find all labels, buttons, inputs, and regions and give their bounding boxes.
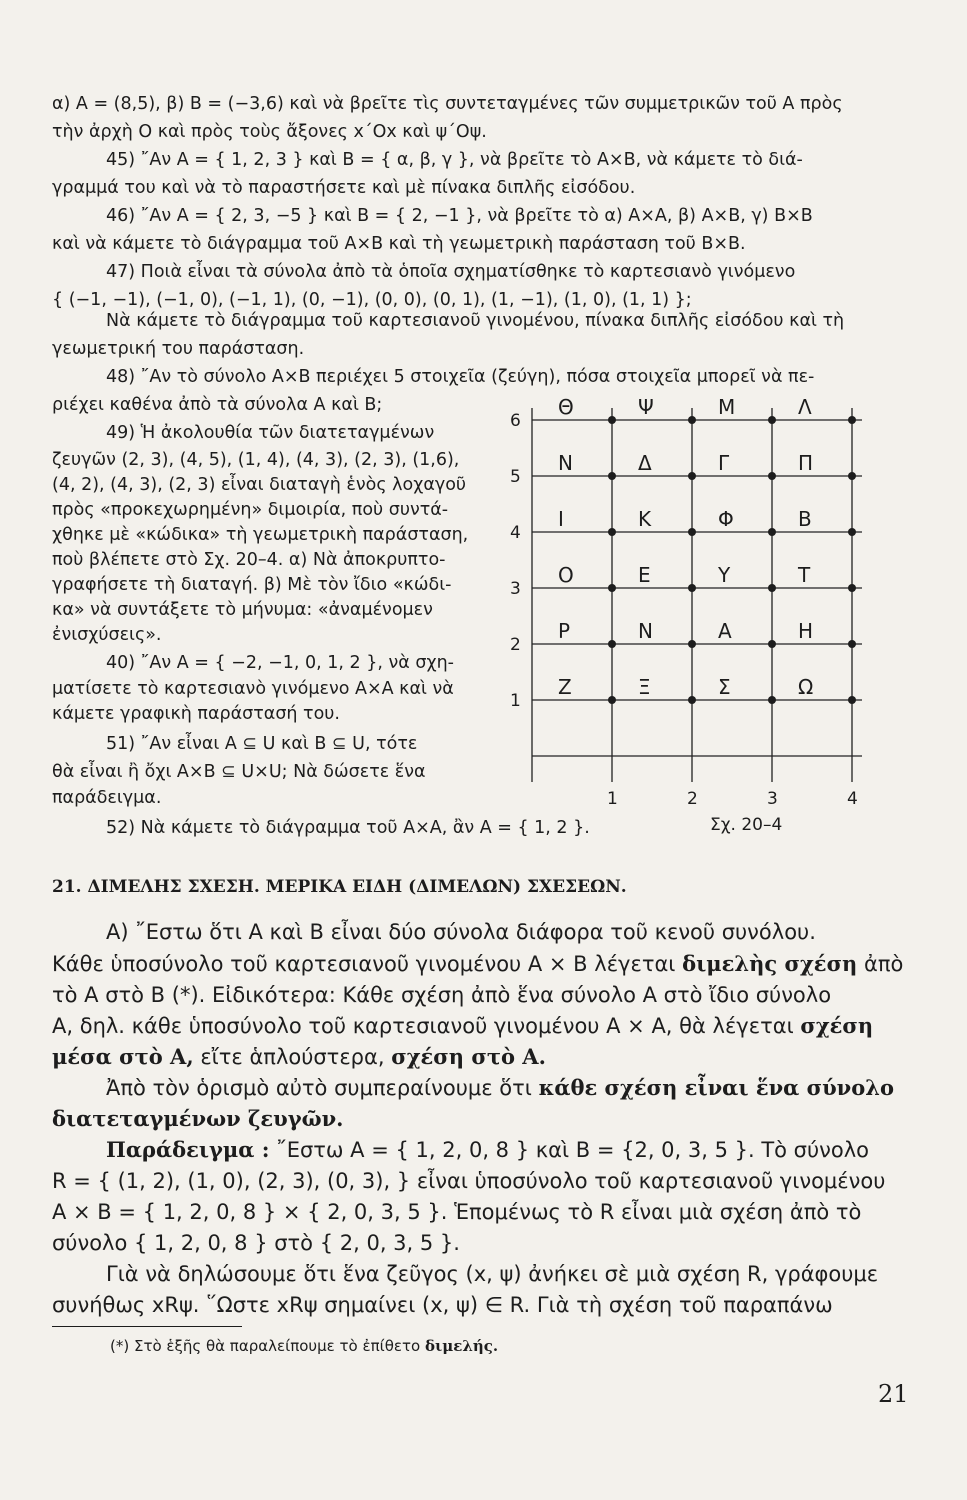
grid-point	[848, 416, 856, 424]
grid-point	[848, 584, 856, 592]
exercise-text-line: θὰ εἶναι ἢ ὄχι A×B ⊆ U×U; Νὰ δώσετε ἕνα	[52, 762, 426, 782]
grid-point	[688, 696, 696, 704]
exercise-text-line: χθηκε μὲ «κώδικα» τὴ γεωμετρικὴ παράσταση,	[52, 525, 469, 545]
grid-letter: Ο	[558, 563, 574, 587]
grid-point	[768, 472, 776, 480]
exercise-51-line: 51) ῎Αν εἶναι A ⊆ U καὶ B ⊆ U, τότε	[106, 734, 418, 754]
figure-caption: Σχ. 20–4	[710, 815, 783, 835]
grid-letter: Α	[718, 619, 732, 643]
y-tick-label: 1	[510, 691, 521, 711]
grid-point	[688, 584, 696, 592]
y-tick-label: 3	[510, 579, 521, 599]
exercise-52-line: 52) Νὰ κάμετε τὸ διάγραμμα τοῦ A×A, ἂν A = { 1, 2 }.	[106, 818, 590, 838]
grid-point	[768, 696, 776, 704]
exercise-text-line: κάμετε γραφικὴ παράστασή του.	[52, 704, 340, 724]
grid-letter: Ξ	[638, 675, 651, 699]
footnote-rule	[52, 1326, 242, 1327]
exercise-text-line: Νὰ κάμετε τὸ διάγραμμα τοῦ καρτεσιανοῦ γινομένου, πίνακα διπλῆς εἰσόδου καὶ τὴ	[106, 311, 845, 331]
y-tick-label: 5	[510, 467, 521, 487]
exercise-text-line: κα» νὰ συντάξετε τὸ μήνυμα: «ἀναμένομεν	[52, 600, 433, 620]
grid-letter: Θ	[558, 395, 574, 419]
body-line: σύνολο { 1, 2, 0, 8 } στὸ { 2, 0, 3, 5 }.	[52, 1231, 460, 1255]
body-line	[52, 1104, 343, 1134]
body-text: εἴτε ἁπλούστερα,	[200, 1045, 385, 1069]
exercise-text-line: (4, 2), (4, 3), (2, 3) εἶναι διαταγὴ ἑνὸς λοχαγοῦ	[52, 475, 467, 495]
body-text: ἀπὸ	[864, 952, 904, 976]
x-tick-label: 1	[607, 789, 618, 809]
grid-point	[768, 584, 776, 592]
exercise-text-line: ζευγῶν (2, 3), (4, 5), (1, 4), (4, 3), (2, 3), (1,6),	[52, 450, 460, 470]
body-text: A, δηλ. κάθε ὑποσύνολο τοῦ καρτεσιανοῦ γινομένου A × A, θὰ λέγεται	[52, 1014, 794, 1038]
body-line: A) ῎Εστω ὅτι A καὶ B εἶναι δύο σύνολα διάφορα τοῦ κενοῦ συνόλου.	[106, 920, 816, 944]
grid-point	[768, 640, 776, 648]
bold-term: διμελὴς σχέση	[682, 951, 858, 976]
coordinate-grid-figure	[500, 395, 870, 835]
grid-point	[688, 528, 696, 536]
exercise-text-line: { (−1, −1), (−1, 0), (−1, 1), (0, −1), (0, 0), (0, 1), (1, −1), (1, 0), (1, 1) };	[52, 290, 692, 310]
grid-letter: Η	[798, 619, 814, 643]
body-line: συνήθως xRψ. ῞Ωστε xRψ σημαίνει (x, ψ) ∈ R. Γιὰ τὴ σχέση τοῦ παραπάνω	[52, 1293, 833, 1317]
exercise-text-line: ποὺ βλέπετε στὸ Σχ. 20–4. α) Νὰ ἀποκρυπτο-	[52, 550, 446, 570]
grid-letter: Ρ	[558, 619, 571, 643]
bold-term: σχέση	[800, 1013, 874, 1038]
x-tick-label: 2	[687, 789, 698, 809]
grid-point	[608, 696, 616, 704]
exercise-text-line: ματίσετε τὸ καρτεσιανὸ γινόμενο A×A καὶ νὰ	[52, 679, 454, 699]
grid-letter: Ζ	[558, 675, 572, 699]
body-line	[52, 1042, 546, 1072]
body-line	[106, 1135, 869, 1165]
grid-point	[608, 472, 616, 480]
x-tick-label: 4	[847, 789, 858, 809]
grid-letter: Δ	[638, 451, 652, 475]
footnote-bold: διμελής.	[424, 1337, 499, 1355]
grid-letter: Π	[798, 451, 814, 475]
y-tick-label: 4	[510, 523, 521, 543]
grid-point	[688, 640, 696, 648]
bold-term: διατεταγμένων ζευγῶν.	[52, 1106, 344, 1131]
grid-letter: Υ	[718, 563, 731, 587]
grid-point	[688, 472, 696, 480]
exercise-46-line: 46) ῎Αν A = { 2, 3, −5 } καὶ B = { 2, −1 }, νὰ βρεῖτε τὸ α) A×A, β) A×B, γ) B×B	[106, 206, 813, 226]
exercise-47-line: 47) Ποιὰ εἶναι τὰ σύνολα ἀπὸ τὰ ὁποῖα σχηματίσθηκε τὸ καρτεσιανὸ γινόμενο	[106, 262, 796, 282]
grid-letter: Μ	[718, 395, 736, 419]
grid-point	[688, 416, 696, 424]
body-text: Κάθε ὑποσύνολο τοῦ καρτεσιανοῦ γινομένου A × B λέγεται	[52, 952, 676, 976]
body-text: ῎Εστω A = { 1, 2, 0, 8 } καὶ B = {2, 0, 3, 5 }. Τὸ σύνολο	[276, 1138, 870, 1162]
body-line: τὸ A στὸ B (*). Εἰδικότερα: Κάθε σχέση ἀπὸ ἕνα σύνολο A στὸ ἴδιο σύνολο	[52, 983, 832, 1007]
body-line: R = { (1, 2), (1, 0), (2, 3), (0, 3), } εἶναι ὑποσύνολο τοῦ καρτεσιανοῦ γινομένου	[52, 1169, 886, 1193]
exercise-text-line: γεωμετρική του παράσταση.	[52, 339, 305, 359]
grid-point	[608, 584, 616, 592]
grid-letter: Σ	[718, 675, 731, 699]
grid-letter: Ν	[638, 619, 653, 643]
y-tick-label: 6	[510, 411, 521, 431]
grid-letter: Τ	[798, 563, 811, 587]
grid-letter: Κ	[638, 507, 652, 531]
grid-letter: Λ	[798, 395, 812, 419]
grid-point	[848, 528, 856, 536]
bold-term: σχέση στὸ A.	[391, 1044, 546, 1069]
grid-point	[768, 416, 776, 424]
grid-point	[608, 640, 616, 648]
bold-term: κάθε σχέση εἶναι ἕνα σύνολο	[538, 1075, 894, 1100]
bold-term: μέσα στὸ A,	[52, 1044, 194, 1069]
body-line: Γιὰ νὰ δηλώσουμε ὅτι ἕνα ζεῦγος (x, ψ) ἀνήκει σὲ μιὰ σχέση R, γράφουμε	[106, 1262, 879, 1286]
body-line	[106, 1073, 894, 1103]
grid-letter: Ι	[558, 507, 564, 531]
body-line	[52, 1011, 873, 1041]
example-label: Παράδειγμα :	[106, 1137, 270, 1162]
grid-letter: Ω	[798, 675, 814, 699]
grid-point	[768, 528, 776, 536]
exercise-text-line: πρὸς «προκεχωρημένη» διμοιρία, ποὺ συντά-	[52, 500, 449, 520]
grid-letter: Ν	[558, 451, 573, 475]
footnote-text: (*) Στὸ ἑξῆς θὰ παραλείπουμε τὸ ἐπίθετο	[110, 1337, 421, 1355]
body-line	[52, 949, 903, 979]
section-heading: 21. ΔΙΜΕΛΗΣ ΣΧΕΣΗ. ΜΕΡΙΚΑ ΕΙΔΗ (ΔΙΜΕΛΩΝ) ΣΧΕΣΕΩΝ.	[52, 877, 627, 897]
body-text: Ἀπὸ τὸν ὁρισμὸ αὐτὸ συμπεραίνουμε ὅτι	[106, 1076, 532, 1100]
exercise-text-line: παράδειγμα.	[52, 788, 162, 808]
exercise-45-line: 45) ῎Αν A = { 1, 2, 3 } καὶ B = { α, β, γ }, νὰ βρεῖτε τὸ A×B, νὰ κάμετε τὸ διά-	[106, 150, 803, 170]
exercise-text-line: τὴν ἀρχὴ O καὶ πρὸς τοὺς ἄξονες x΄Ox καὶ ψ΄Oψ.	[52, 122, 487, 142]
exercise-text-line: ριέχει καθένα ἀπὸ τὰ σύνολα A καὶ B;	[52, 395, 383, 415]
grid-letter: Γ	[718, 451, 730, 475]
exercise-40-line: 40) ῎Αν A = { −2, −1, 0, 1, 2 }, νὰ σχη-	[106, 653, 454, 673]
exercise-text-line: γραφήσετε τὴ διαταγή. β) Μὲ τὸν ἴδιο «κώδι-	[52, 575, 452, 595]
grid-letter: Ψ	[638, 395, 654, 419]
exercise-text-line: καὶ νὰ κάμετε τὸ διάγραμμα τοῦ A×B καὶ τὴ γεωμετρικὴ παράσταση τοῦ B×B.	[52, 234, 746, 254]
grid-point	[608, 416, 616, 424]
y-tick-label: 2	[510, 635, 521, 655]
exercise-text-line: ἐνισχύσεις».	[52, 625, 162, 645]
footnote	[110, 1337, 498, 1355]
grid-point	[848, 472, 856, 480]
exercise-49-line: 49) Ἡ ἀκολουθία τῶν διατεταγμένων	[106, 423, 435, 443]
grid-point	[848, 640, 856, 648]
grid-letter: Ε	[638, 563, 651, 587]
grid-point	[608, 528, 616, 536]
body-line: A × B = { 1, 2, 0, 8 } × { 2, 0, 3, 5 }. Ἑπομένως τὸ R εἶναι μιὰ σχέση ἀπὸ τὸ	[52, 1200, 862, 1224]
x-tick-label: 3	[767, 789, 778, 809]
grid-letter: Φ	[718, 507, 734, 531]
exercise-48-line: 48) ῎Αν τὸ σύνολο A×B περιέχει 5 στοιχεῖα (ζεύγη), πόσα στοιχεῖα μπορεῖ νὰ πε-	[106, 367, 815, 387]
page-number: 21	[878, 1380, 909, 1408]
grid-letter: Β	[798, 507, 812, 531]
exercise-text-line: α) A = (8,5), β) B = (−3,6) καὶ νὰ βρεῖτε τὶς συντεταγμένες τῶν συμμετρικῶν τοῦ A πρὸς	[52, 94, 843, 114]
grid-point	[848, 696, 856, 704]
exercise-text-line: γραμμά του καὶ νὰ τὸ παραστήσετε καὶ μὲ πίνακα διπλῆς εἰσόδου.	[52, 178, 636, 198]
